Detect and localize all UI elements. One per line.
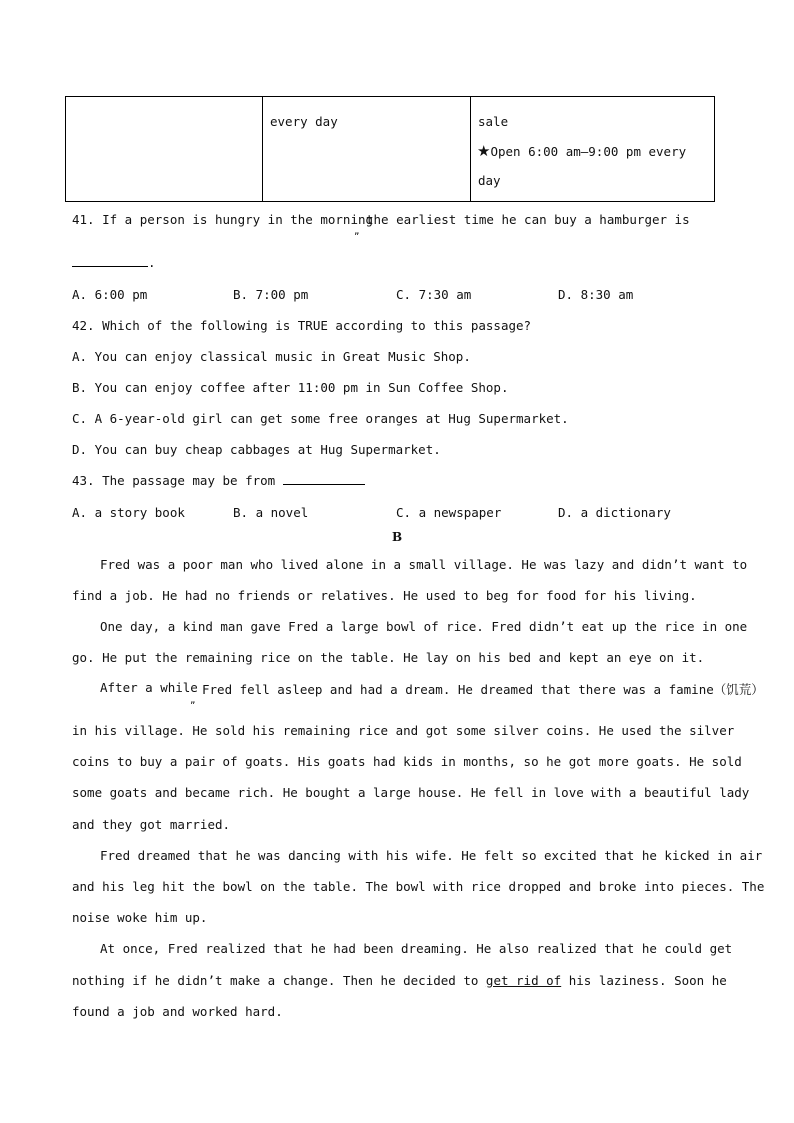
q43-option-b: B. a novel (233, 505, 309, 520)
table-cell-3-line3: day (478, 173, 501, 188)
passage-line: Fred fell asleep and had a dream. He dreamed that there was a famine（饥荒） (202, 682, 764, 697)
q42-option-a: A. You can enjoy classical music in Great Music Shop. (72, 349, 471, 364)
passage-line: nothing if he didn’t make a change. Then he decided to get rid of his laziness. Soon he (72, 973, 727, 988)
passage-line: coins to buy a pair of goats. His goats had kids in months, so he got more goats. He sold (72, 754, 742, 769)
passage-line: and his leg hit the bowl on the table. The bowl with rice dropped and broke into pieces. The (72, 879, 765, 894)
section-heading: B (392, 530, 403, 544)
passage-line: in his village. He sold his remaining rice and got some silver coins. He used the silver (72, 723, 735, 738)
table-cell-3-line2: ★Open 6:00 am—9:00 pm every (477, 142, 687, 160)
answer-blank[interactable] (283, 474, 365, 485)
table-cell-2-text: every day (270, 114, 338, 129)
q42-option-b: B. You can enjoy coffee after 11:00 pm in Sun Coffee Shop. (72, 380, 509, 395)
answer-blank[interactable] (72, 256, 148, 267)
passage-line: found a job and worked hard. (72, 1004, 283, 1019)
q43-stem: 43. The passage may be from (72, 473, 365, 488)
q42-option-c: C. A 6-year-old girl can get some free oranges at Hug Supermarket. (72, 411, 569, 426)
passage-line: go. He put the remaining rice on the table. He lay on his bed and kept an eye on it. (72, 650, 705, 665)
q43-option-d: D. a dictionary (558, 505, 671, 520)
q41-stem-part2: the earliest time he can buy a hamburger is (366, 212, 690, 227)
passage-line: noise woke him up. (72, 910, 208, 925)
q41-option-a: A. 6:00 pm (72, 287, 148, 302)
underlined-phrase: get rid of (485, 973, 562, 988)
passage-line: some goats and became rich. He bought a large house. He fell in love with a beautiful lady (72, 785, 750, 800)
q41-answer-blank: . (72, 255, 156, 270)
passage-line: and they got married. (72, 817, 231, 832)
table-cell-3-line1: sale (478, 114, 509, 129)
table-cell-1 (66, 97, 263, 202)
comma-mark: „ (190, 696, 196, 706)
passage-line: After a while (100, 680, 198, 695)
comma-mark: „ (354, 227, 360, 237)
q43-option-c: C. a newspaper (396, 505, 502, 520)
passage-line: One day, a kind man gave Fred a large bowl of rice. Fred didn’t eat up the rice in one (100, 619, 748, 634)
star-icon: ★ (477, 142, 491, 160)
q41-option-c: C. 7:30 am (396, 287, 472, 302)
passage-line: Fred dreamed that he was dancing with his wife. He felt so excited that he kicked in air (100, 848, 763, 863)
q43-option-a: A. a story book (72, 505, 185, 520)
q41-option-b: B. 7:00 pm (233, 287, 309, 302)
q41-stem-part1: 41. If a person is hungry in the morning (72, 212, 374, 227)
q41-option-d: D. 8:30 am (558, 287, 634, 302)
passage-line: At once, Fred realized that he had been dreaming. He also realized that he could get (100, 941, 733, 956)
table-cell-3 (471, 97, 715, 202)
table-cell-2 (263, 97, 471, 202)
q42-stem: 42. Which of the following is TRUE according to this passage? (72, 318, 532, 333)
q42-option-d: D. You can buy cheap cabbages at Hug Supermarket. (72, 442, 441, 457)
passage-line: Fred was a poor man who lived alone in a small village. He was lazy and didn’t want to (100, 557, 748, 572)
passage-line: find a job. He had no friends or relatives. He used to beg for food for his living. (72, 588, 697, 603)
info-table (65, 96, 715, 202)
